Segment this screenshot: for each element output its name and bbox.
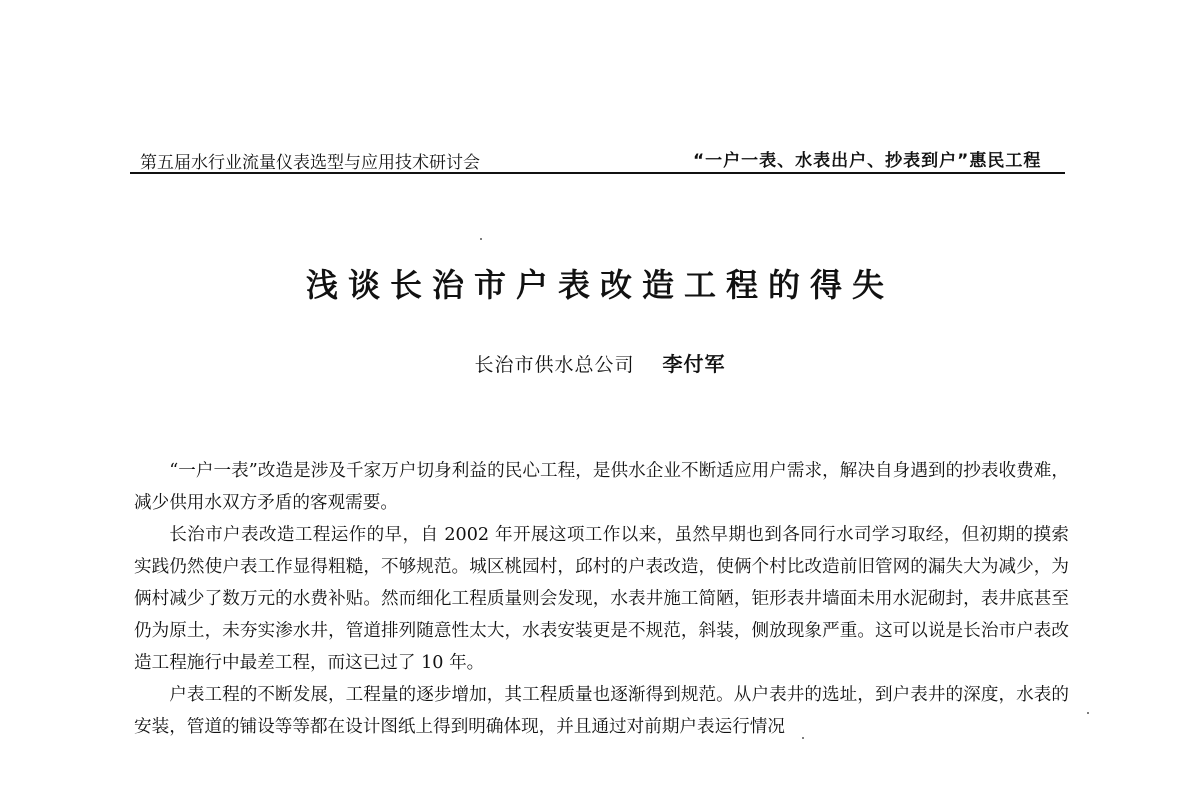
author-organization: 长治市供水总公司: [474, 354, 635, 376]
scan-speck: [802, 737, 804, 739]
project-name: “一户一表、水表出户、抄表到户”惠民工程: [693, 151, 1042, 171]
body-paragraph: 长治市户表改造工程运作的早，自 2002 年开展这项工作以来，虽然早期也到各同行水司学习取经，但初期的摸索实践仍然使户表工作显得粗糙，不够规范。城区桃园村，邱村的户表改造，使俩个村比改造前旧管网的漏失大为减少，为俩村减少了数万元的水费补贴。然而细化工程质量则会发现，水表井施工简陋，钜形表井墙面未用水泥砌封，表井底甚至仍为原土，未夯实渗水井，管道排列随意性太大，水表安装更是不规范，斜装，侧放现象严重。这可以说是长治市户表改造工程施行中最差工程，而这已过了 10 年。: [134, 525, 1069, 673]
scan-speck: [480, 238, 482, 240]
running-header: [130, 138, 1065, 174]
byline: [0, 348, 1200, 377]
article-body: [134, 455, 1069, 743]
conference-name: 第五届水行业流量仪表选型与应用技术研讨会: [140, 153, 480, 173]
body-paragraph: 户表工程的不断发展，工程量的逐步增加，其工程质量也逐渐得到规范。从户表井的选址，到户表井的深度，水表的安装，管道的铺设等等都在设计图纸上得到明确体现，并且通过对前期户表运行情况: [134, 685, 1069, 737]
author-name: 李付军: [662, 352, 726, 376]
body-paragraph: “一户一表”改造是涉及千家万户切身利益的民心工程，是供水企业不断适应用户需求，解决自身遇到的抄表收费难，减少供用水双方矛盾的客观需要。: [134, 461, 1069, 513]
scan-speck: [1087, 712, 1089, 714]
article-title: 浅谈长治市户表改造工程的得失: [305, 266, 894, 304]
